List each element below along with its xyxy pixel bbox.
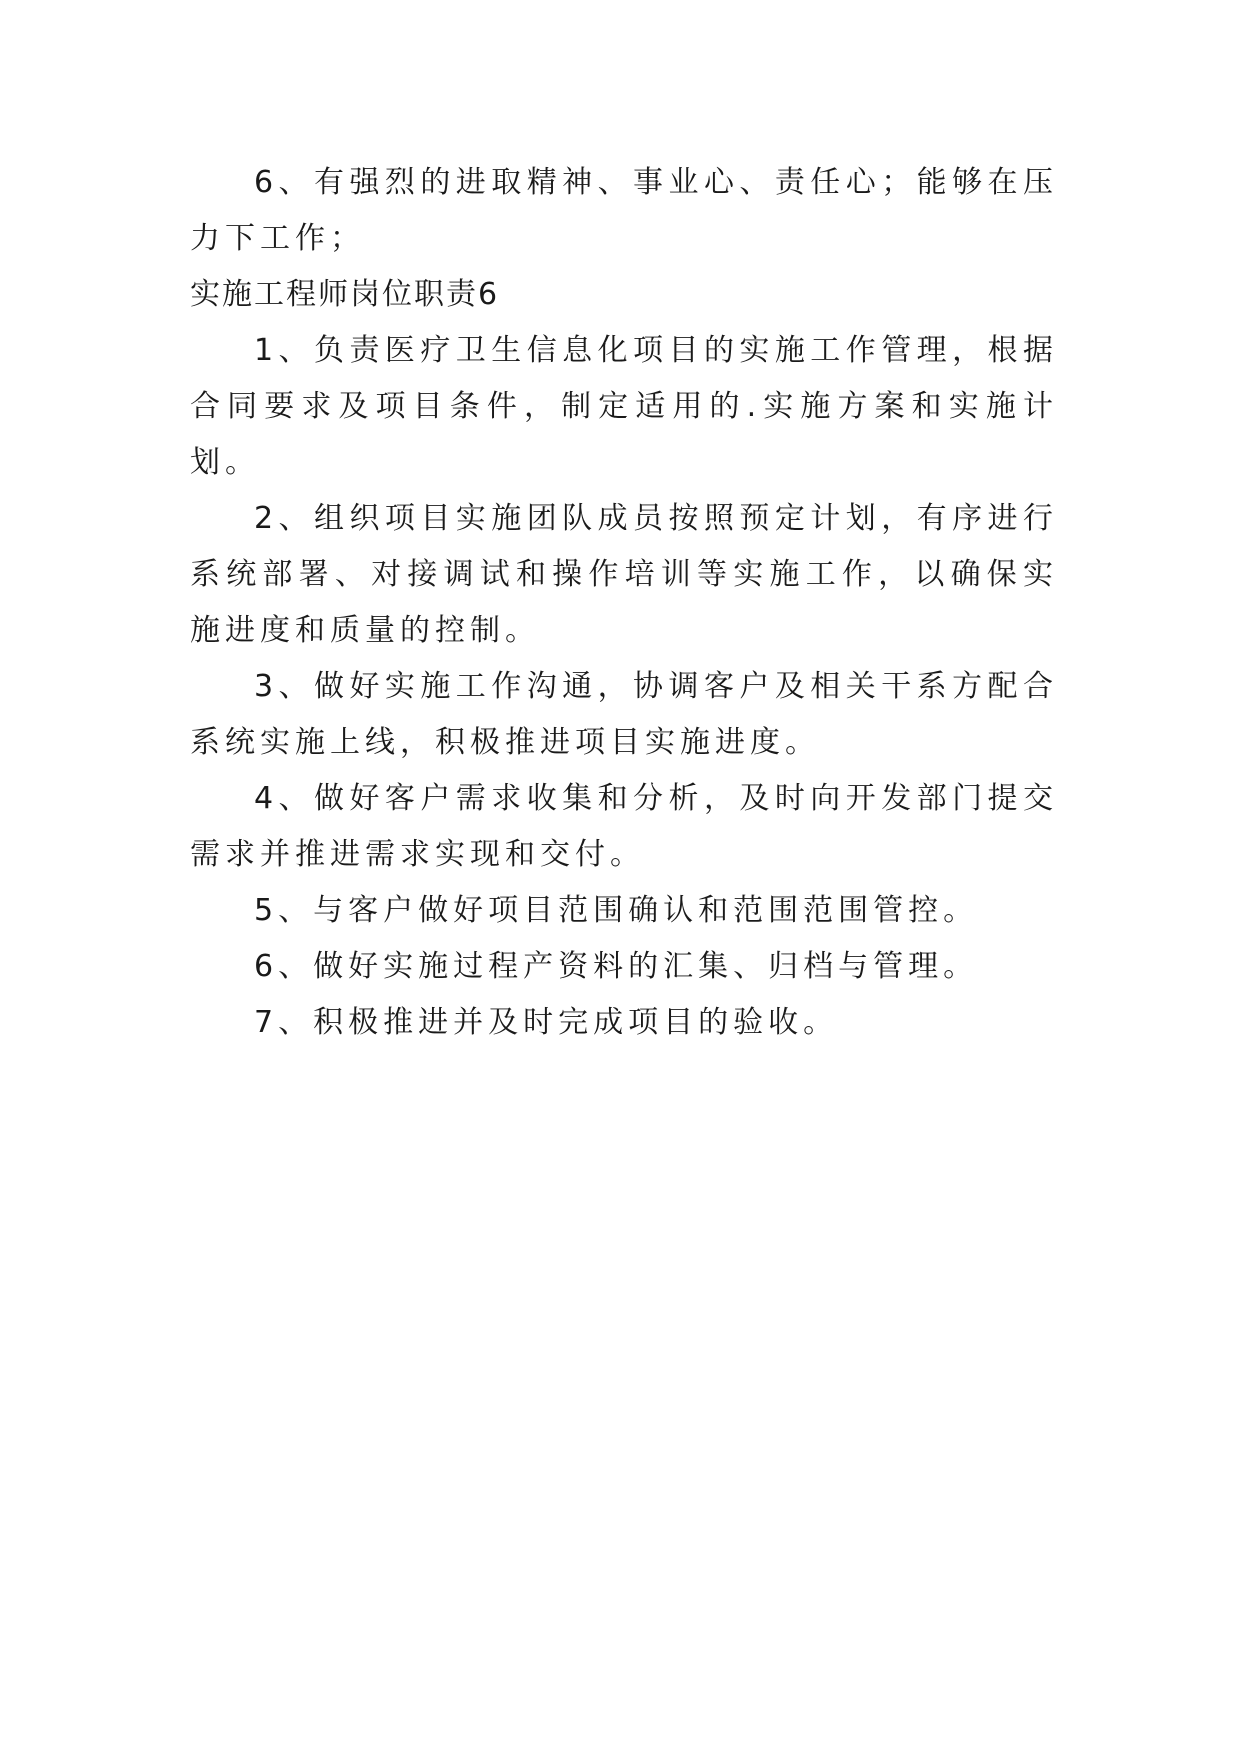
section-heading: 实施工程师岗位职责6 bbox=[190, 277, 500, 312]
paragraph-item-4: 4、做好客户需求收集和分析，及时向开发部门提交需求并推进需求实现和交付。 bbox=[190, 781, 1058, 872]
paragraph-item-2: 2、组织项目实施团队成员按照预定计划，有序进行系统部署、对接调试和操作培训等实施工作，以确保实施进度和质量的控制。 bbox=[190, 501, 1058, 648]
paragraph-item-1: 1、负责医疗卫生信息化项目的实施工作管理，根据合同要求及项目条件，制定适用的.实施方案和实施计划。 bbox=[190, 333, 1058, 480]
paragraph-item-5: 5、与客户做好项目范围确认和范围范围管控。 bbox=[254, 893, 979, 928]
paragraph-item-6-attitude: 6、有强烈的进取精神、事业心、责任心；能够在压力下工作； bbox=[190, 165, 1058, 256]
paragraph-item-7: 7、积极推进并及时完成项目的验收。 bbox=[254, 1005, 839, 1040]
document-body bbox=[190, 155, 1058, 1051]
paragraph-item-3: 3、做好实施工作沟通，协调客户及相关干系方配合系统实施上线，积极推进项目实施进度。 bbox=[190, 669, 1058, 760]
paragraph-item-6: 6、做好实施过程产资料的汇集、归档与管理。 bbox=[254, 949, 979, 984]
